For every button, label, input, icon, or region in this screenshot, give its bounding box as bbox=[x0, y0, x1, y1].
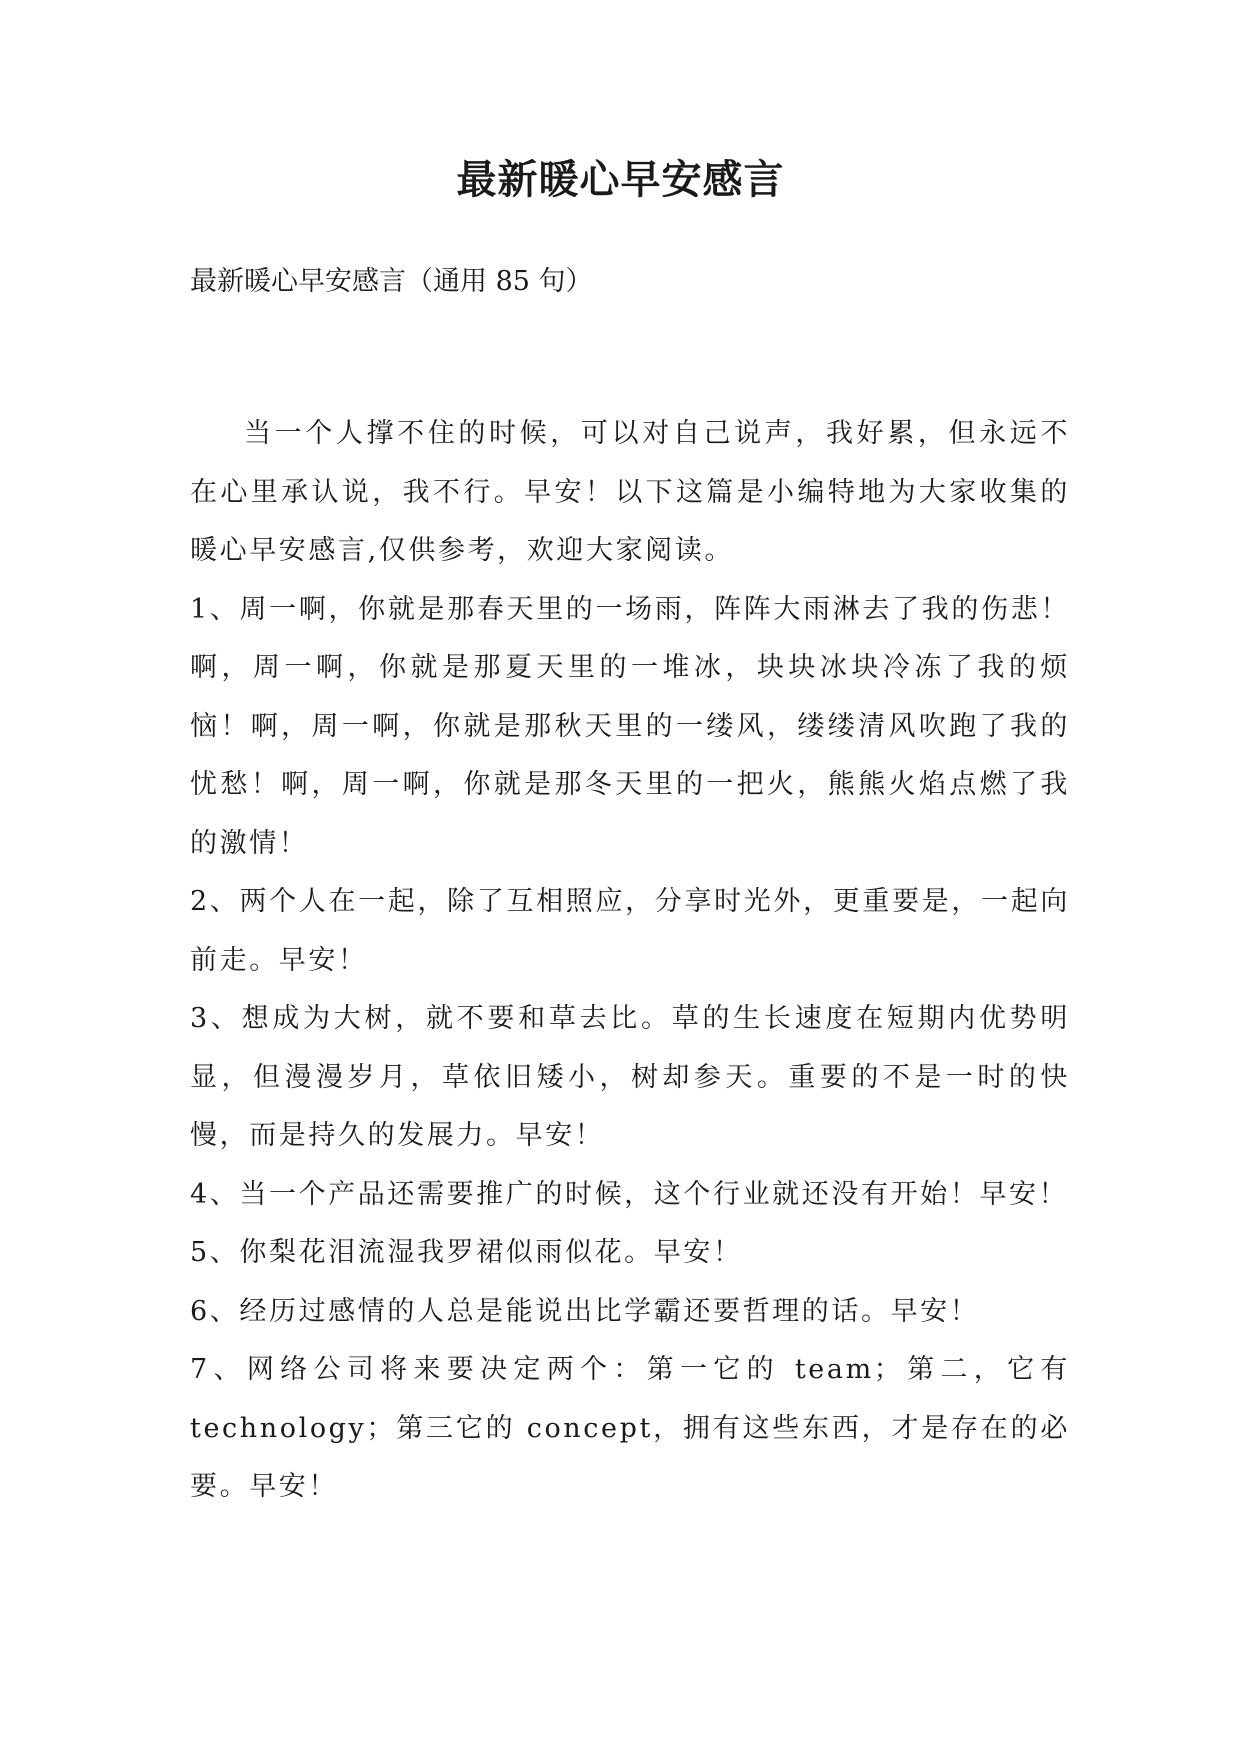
intro-paragraph: 当一个人撑不住的时候，可以对自己说声，我好累，但永远不在心里承认说，我不行。早安！以下这篇是小编特地为大家收集的暖心早安感言,仅供参考，欢迎大家阅读。 bbox=[190, 418, 1070, 566]
document-subtitle: 最新暖心早安感言（通用 85 句） bbox=[190, 266, 593, 297]
list-item: 3、想成为大树，就不要和草去比。草的生长速度在短期内优势明显，但漫漫岁月，草依旧矮小，树却参天。重要的不是一时的快慢，而是持久的发展力。早安！ bbox=[190, 1003, 1070, 1151]
list-item: 2、两个人在一起，除了互相照应，分享时光外，更重要是，一起向前走。早安！ bbox=[190, 886, 1070, 976]
document-body bbox=[190, 405, 1070, 1517]
list-item: 5、你梨花泪流湿我罗裙似雨似花。早安！ bbox=[190, 1237, 743, 1268]
list-item: 1、周一啊，你就是那春天里的一场雨，阵阵大雨淋去了我的伤悲！啊，周一啊，你就是那夏天里的一堆冰，块块冰块冷冻了我的烦恼！啊，周一啊，你就是那秋天里的一缕风，缕缕清风吹跑了我的忧愁！啊，周一啊，你就是那冬天里的一把火，熊熊火焰点燃了我的激情！ bbox=[190, 593, 1070, 859]
document-title: 最新暖心早安感言 bbox=[456, 156, 785, 203]
list-item: 6、经历过感情的人总是能说出比学霸还要哲理的话。早安！ bbox=[190, 1295, 980, 1327]
list-item: 7、网络公司将来要决定两个：第一它的 team；第二，它有 technology；第三它的 concept，拥有这些东西，才是存在的必要。早安！ bbox=[190, 1354, 1070, 1502]
list-item: 4、当一个产品还需要推广的时候，这个行业就还没有开始！早安！ bbox=[190, 1178, 1069, 1210]
